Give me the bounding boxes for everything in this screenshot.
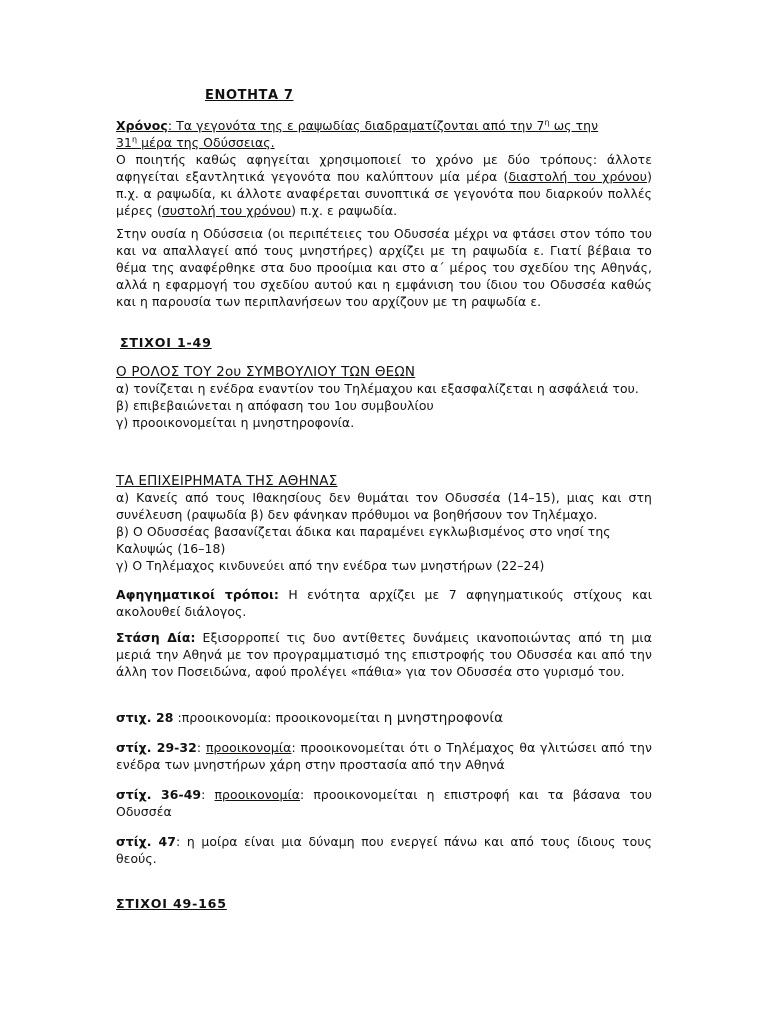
stix-28-paragraph bbox=[116, 710, 652, 727]
stix-47-paragraph bbox=[116, 834, 652, 868]
stix-29-32-label: στίχ. 29-32 bbox=[116, 740, 197, 755]
stix-28-tail: η μνηστηροφονία bbox=[383, 710, 504, 726]
stixoi-1-49-heading-block bbox=[120, 335, 656, 350]
xronos-paragraph bbox=[116, 118, 652, 219]
rolos-section bbox=[116, 364, 652, 432]
rolos-heading: Ο ΡΟΛΟΣ ΤΟΥ 2ου ΣΥΜΒΟΥΛΙΟΥ ΤΩΝ ΘΕΩΝ bbox=[116, 364, 416, 380]
stasi-dia-label: Στάση Δία: bbox=[116, 630, 196, 645]
epixeirimata-section bbox=[116, 473, 652, 575]
stasi-dia-paragraph bbox=[116, 630, 652, 681]
stixoi-49-165-heading-block bbox=[116, 896, 652, 911]
epixeirimata-item-b: β) Ο Οδυσσέας βασανίζεται άδικα και παραμένει εγκλωβισμένος στο νησί της Καλυψώς (16–18) bbox=[116, 523, 611, 556]
stixoi-49-165-heading: ΣΤΙΧΟΙ 49-165 bbox=[116, 896, 227, 911]
stix-36-49-term: προοικονομία bbox=[214, 787, 301, 802]
stix-36-49-text: : προοικονομείται η επιστροφή και τα βάσανα του Οδυσσέα bbox=[116, 787, 652, 819]
section-title: ΕΝΟΤΗΤΑ 7 bbox=[205, 88, 294, 103]
xronos-label: Χρόνος bbox=[116, 118, 168, 133]
stix-28-text: :προοικονομία: προοικονομείται bbox=[173, 710, 384, 725]
epixeirimata-item-a: α) Κανείς από τους Ιθακησίους δεν θυμάται τον Οδυσσέα (14–15), μιας και στη συνέλευση (ραψωδία β) δεν φάνηκαν πρόθυμοι να βοηθήσουν τον Τηλέμαχο. bbox=[116, 490, 652, 522]
stix-28-label: στιχ. 28 bbox=[116, 710, 174, 725]
stixoi-1-49-heading: ΣΤΙΧΟΙ 1-49 bbox=[120, 335, 212, 350]
epixeirimata-item-c: γ) Ο Τηλέμαχος κινδυνεύει από την ενέδρα των μνηστήρων (22–24) bbox=[116, 557, 545, 573]
stix-36-49-paragraph: στίχ. 36-49: προοικονομία: προοικονομείται η επιστροφή και τα βάσανα του Οδυσσέα bbox=[116, 787, 652, 819]
rolos-item-b: β) επιβεβαιώνεται η απόφαση του 1ου συμβουλίου bbox=[116, 397, 434, 413]
afigimatikoi-label: Αφηγηματικοί τρόποι: bbox=[116, 587, 279, 602]
stasi-dia-text: Εξισορροπεί τις δυο αντίθετες δυνάμεις ικανοποιώντας από τη μια μεριά την Αθηνά με τον προγραμματισμό της επιστροφής του Οδυσσέα και από την άλλη τον Ποσειδώνα, αφού προλέγει «πάθια» για τον Οδυσσέα στο γυρισμό του. bbox=[116, 630, 652, 679]
afigimatikoi-text: Η ενότητα αρχίζει με 7 αφηγηματικούς στίχους και ακολουθεί διάλογος. bbox=[116, 587, 652, 619]
stix-47-label: στίχ. 47 bbox=[116, 834, 176, 849]
stix-29-32-term: προοικονομία bbox=[205, 740, 292, 755]
ousia-paragraph bbox=[116, 226, 652, 311]
stix-29-32-paragraph: στίχ. 29-32: προοικονομία: προοικονομείται ότι ο Τηλέμαχος θα γλιτώσει από την ενέδρα των μνηστήρων χάρη στην προστασία από την Αθηνά bbox=[116, 740, 652, 772]
stix-47-text: : η μοίρα είναι μια δύναμη που ενεργεί πάνω και από τους ίδιους τους θεούς. bbox=[116, 834, 652, 866]
xronos-body: Ο ποιητής καθώς αφηγείται χρησιμοποιεί το χρόνο με δύο τρόπους: άλλοτε αφηγείται εξαντλητικά γεγονότα που καλύπτουν μία μέρα (διαστολή του χρόνου) π.χ. α ραψωδία, κι άλλοτε αναφέρεται συνοπτικά σε γεγονότα που διαρκούν πολλές μέρες (συστολή του χρόνου) π.χ. ε ραψωδία. bbox=[116, 151, 652, 218]
xronos-intro: Χρόνος: Τα γεγονότα της ε ραψωδίας διαδραματίζονται από την $7^\eta$ ως την $31^\eta$ μέρα της Οδύσσειας. bbox=[116, 117, 599, 150]
systoli-term: συστολή του χρόνου bbox=[161, 202, 292, 218]
rolos-item-c: γ) προοικονομείται η μνηστηροφονία. bbox=[116, 414, 355, 430]
ousia-text: Στην ουσία η Οδύσσεια (οι περιπέτειες του Οδυσσέα μέχρι να φτάσει στον τόπο του και να απαλλαγεί από τους μνηστήρες) αρχίζει με τη ραψωδία ε. Γιατί βέβαια το θέμα της αναφέρθηκε στα δυο προοίμια και στο α΄ μέρος του σχεδίου της Αθηνάς, αλλά η εφαρμογή του σχεδίου αυτού και η εμφάνιση του ίδιου του Οδυσσέα καθώς και η παρουσία των περιπλανήσεων του αρχίζουν με τη ραψωδία ε. bbox=[116, 226, 652, 309]
stix-36-49-label: στίχ. 36-49 bbox=[116, 787, 202, 802]
epixeirimata-heading: ΤΑ ΕΠΙΧΕΙΡΗΜΑΤΑ ΤΗΣ ΑΘΗΝΑΣ bbox=[116, 473, 338, 489]
diastoli-term: διαστολή του χρόνου bbox=[508, 168, 648, 184]
stix-29-32-text: : προοικονομείται ότι ο Τηλέμαχος θα γλιτώσει από την ενέδρα των μνηστήρων χάρη στην προστασία από την Αθηνά bbox=[116, 740, 652, 772]
afigimatikoi-paragraph bbox=[116, 587, 652, 621]
rolos-item-a: α) τονίζεται η ενέδρα εναντίον του Τηλέμαχου και εξασφαλίζεται η ασφάλειά του. bbox=[116, 381, 639, 396]
